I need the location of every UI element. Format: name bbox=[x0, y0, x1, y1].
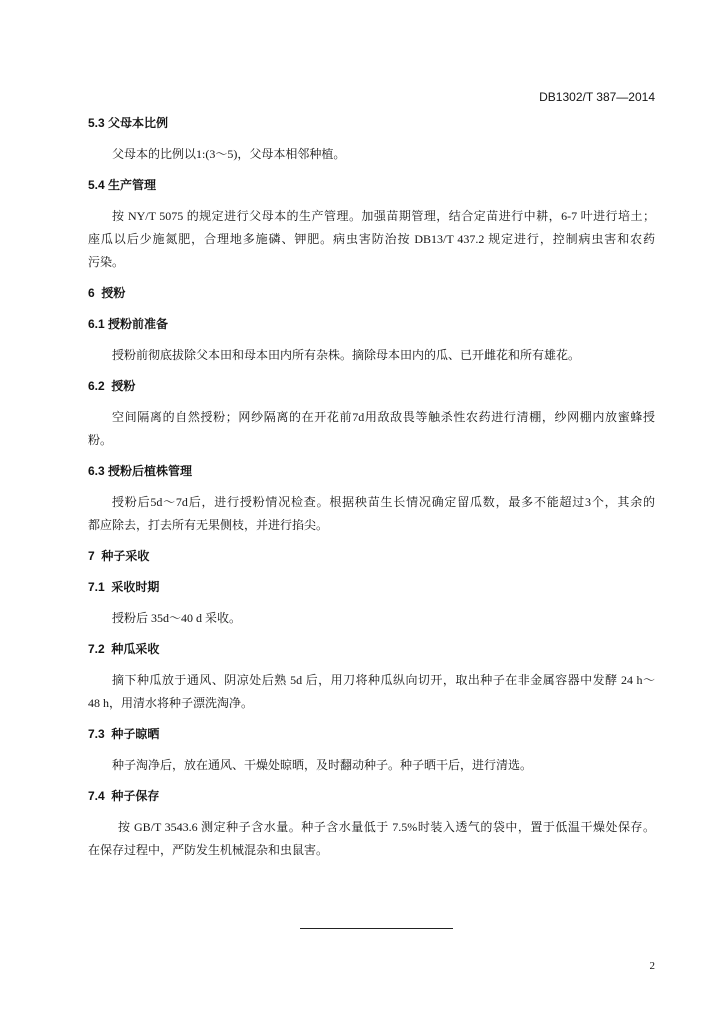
section-heading-7-4: 7.4 种子保存 bbox=[88, 789, 160, 803]
paragraph-line: 空间隔离的自然授粉；网纱隔离的在开花前7d用敌敌畏等触杀性农药进行清棚，纱网棚内放蜜蜂授 bbox=[112, 410, 655, 424]
paragraph-5-3 bbox=[88, 143, 655, 166]
document-body bbox=[88, 112, 655, 870]
section-heading-7: 7 种子采收 bbox=[88, 549, 150, 563]
paragraph-6-2 bbox=[88, 406, 655, 452]
paragraph-line: 授粉后5d～7d后，进行授粉情况检查。根据秧苗生长情况确定留瓜数，最多不能超过3个，其余的 bbox=[112, 495, 655, 509]
section-heading-6-2: 6.2 授粉 bbox=[88, 379, 136, 393]
paragraph-line: 在保存过程中，严防发生机械混杂和虫鼠害。 bbox=[88, 843, 329, 857]
paragraph-5-4 bbox=[88, 205, 655, 274]
page-number: 2 bbox=[649, 960, 655, 972]
paragraph-line: 授粉前彻底拔除父本田和母本田内所有杂株。摘除母本田内的瓜、已开雌花和所有雄花。 bbox=[112, 348, 581, 362]
paragraph-line: 都应除去，打去所有无果侧枝，并进行掐尖。 bbox=[88, 518, 329, 532]
section-heading-5-4: 5.4 生产管理 bbox=[88, 178, 157, 192]
paragraph-7-2 bbox=[88, 669, 655, 715]
section-heading-7-1: 7.1 采收时期 bbox=[88, 580, 160, 594]
section-heading-6-1: 6.1 授粉前准备 bbox=[88, 317, 169, 331]
paragraph-7-4 bbox=[88, 816, 655, 862]
paragraph-line: 摘下种瓜放于通风、阴凉处后熟 5d 后，用刀将种瓜纵向切开，取出种子在非金属容器中发酵 24 h～ bbox=[112, 673, 655, 687]
paragraph-7-1 bbox=[88, 607, 655, 630]
paragraph-6-3 bbox=[88, 491, 655, 537]
paragraph-line: 种子淘净后，放在通风、干燥处晾晒，及时翻动种子。种子晒干后，进行清选。 bbox=[112, 758, 533, 772]
paragraph-line: 污染。 bbox=[88, 255, 125, 269]
paragraph-6-1 bbox=[88, 344, 655, 367]
section-heading-5-3: 5.3 父母本比例 bbox=[88, 116, 169, 130]
section-heading-7-3: 7.3 种子晾晒 bbox=[88, 727, 160, 741]
paragraph-line: 48 h，用清水将种子漂洗淘净。 bbox=[88, 696, 254, 710]
end-rule bbox=[300, 928, 453, 929]
section-heading-6: 6 授粉 bbox=[88, 286, 126, 300]
paragraph-line: 授粉后 35d～40 d 采收。 bbox=[112, 611, 242, 625]
paragraph-line: 座瓜以后少施氮肥，合理地多施磷、钾肥。病虫害防治按 DB13/T 437.2 规定进行，控制病虫害和农药 bbox=[88, 232, 655, 246]
paragraph-line: 父母本的比例以1:(3～5)，父母本相邻种植。 bbox=[112, 147, 346, 161]
paragraph-line: 粉。 bbox=[88, 433, 113, 447]
paragraph-line: 按 NY/T 5075 的规定进行父母本的生产管理。加强苗期管理，结合定苗进行中耕，6-7 叶进行培土； bbox=[112, 209, 655, 223]
paragraph-7-3 bbox=[88, 754, 655, 777]
section-heading-6-3: 6.3 授粉后植株管理 bbox=[88, 464, 193, 478]
paragraph-line: 按 GB/T 3543.6 测定种子含水量。种子含水量低于 7.5%时装入透气的袋中，置于低温干燥处保存。 bbox=[118, 820, 655, 834]
document-code: DB1302/T 387—2014 bbox=[539, 90, 655, 104]
section-heading-7-2: 7.2 种瓜采收 bbox=[88, 642, 160, 656]
